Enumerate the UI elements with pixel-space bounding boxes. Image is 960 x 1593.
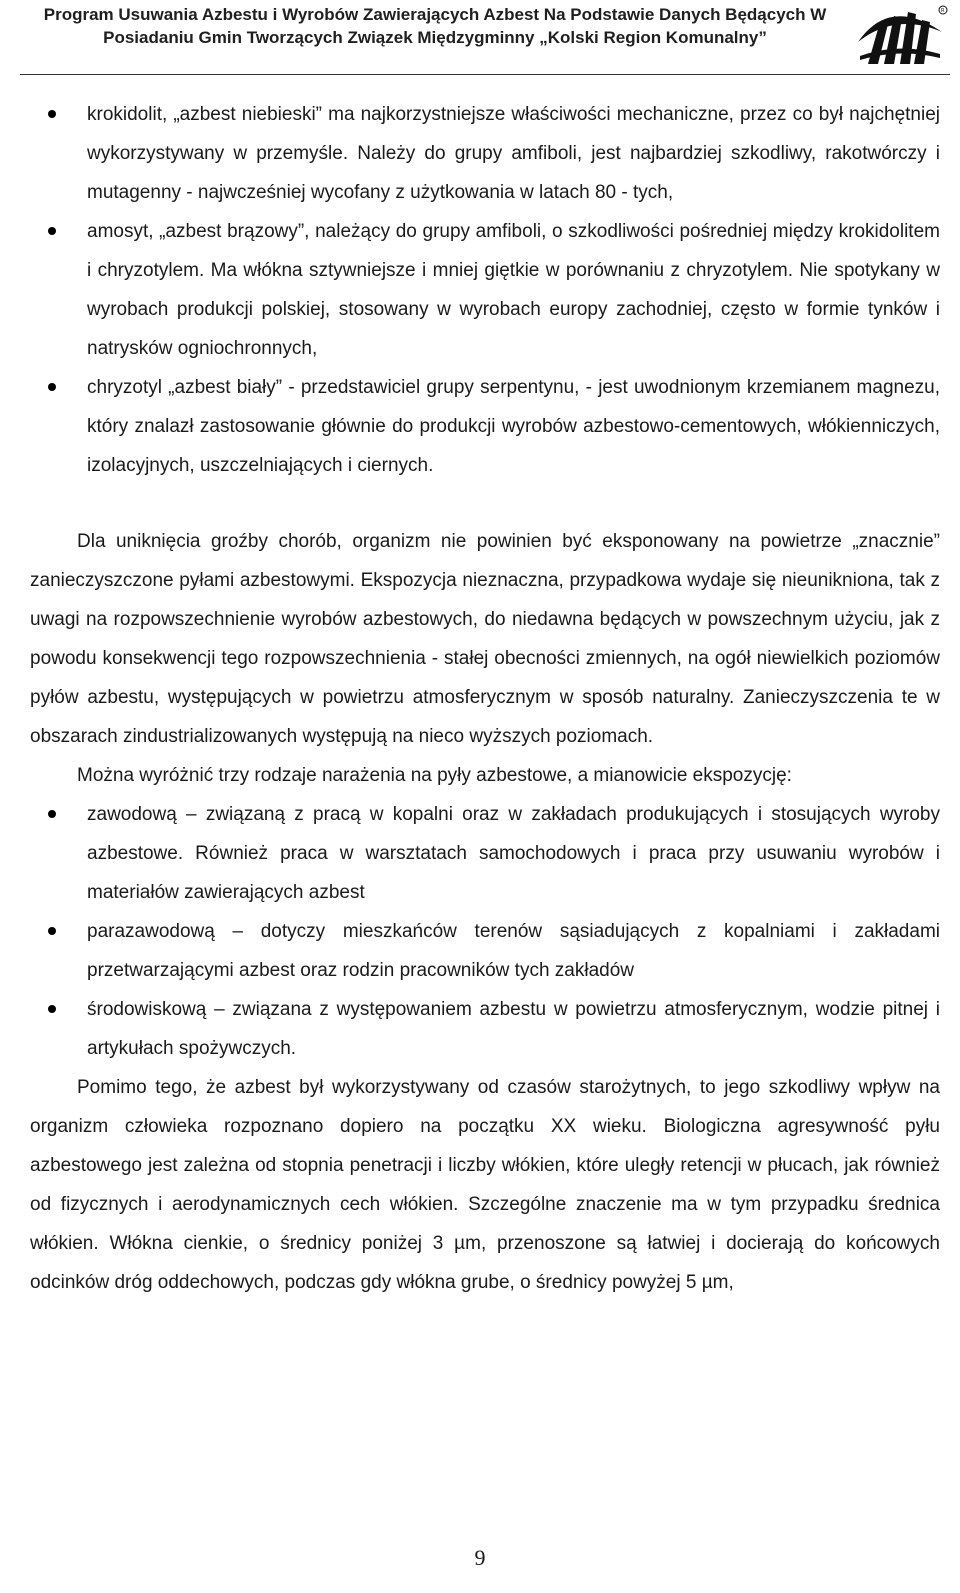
page-number: 9: [474, 1545, 486, 1570]
list-item: zawodową – związaną z pracą w kopalni oraz w zakładach produkujących i stosujących wyroby azbestowe. Również praca w warsztatach samochodowych i praca przy usuwaniu wyrobów i materiałów zawierających azbest: [30, 795, 940, 912]
document-body: [30, 95, 940, 1302]
list-item: amosyt, „azbest brązowy”, należący do grupy amfiboli, o szkodliwości pośredniej między krokidolitem i chryzotylem. Ma włókna sztywniejsze i mniej giętkie w porównaniu z chryzotylem. Nie spotykany w wyrobach produkcji polskiej, stosowany w wyrobach europy zachodniej, często w formie tynków i natrysków ogniochronnych,: [30, 212, 940, 368]
paragraph-spacer: [30, 485, 940, 522]
asbestos-types-list: [30, 95, 940, 485]
header-divider: [20, 74, 950, 75]
list-item: krokidolit, „azbest niebieski” ma najkorzystniejsze właściwości mechaniczne, przez co był najchętniej wykorzystywany w przemyśle. Należy do grupy amfiboli, jest najbardziej szkodliwy, rakotwórczy i mutagenny - najwcześniej wycofany z użytkowania w latach 80 - tych,: [30, 95, 940, 212]
bullet-icon: [48, 927, 56, 935]
organization-logo: [850, 2, 950, 72]
page-header: [0, 0, 960, 76]
list-item: parazawodową – dotyczy mieszkańców terenów sąsiadujących z kopalniami i zakładami przetwarzającymi azbest oraz rodzin pracowników tych zakładów: [30, 912, 940, 990]
exposure-types-list: [30, 795, 940, 1068]
paragraph: Dla uniknięcia groźby chorób, organizm nie powinien być eksponowany na powietrze „znacznie” zanieczyszczone pyłami azbestowymi. Ekspozycja nieznaczna, przypadkowa wydaje się nieunikniona, tak z uwagi na rozpowszechnienie wyrobów azbestowych, do niedawna będących w powszechnym użyciu, jak z powodu konsekwencji tego rozpowszechnienia - stałej obecności zmiennych, na ogół niewielkich poziomów pyłów azbestu, występujących w powietrzu atmosferycznym w sposób naturalny. Zanieczyszczenia te w obszarach zindustrializowanych występują na nieco wyższych poziomach.: [30, 531, 940, 747]
bullet-icon: [48, 810, 56, 818]
list-item: środowiskową – związana z występowaniem azbestu w powietrzu atmosferycznym, wodzie pitnej i artykułach spożywczych.: [30, 990, 940, 1068]
paragraph: Można wyróżnić trzy rodzaje narażenia na pyły azbestowe, a mianowicie ekspozycję:: [77, 765, 792, 786]
header-title: Program Usuwania Azbestu i Wyrobów Zawierających Azbest Na Podstawie Danych Będących W Posiadaniu Gmin Tworzących Związek Międzygminny „Kolski Region Komunalny”: [43, 5, 827, 47]
bullet-icon: [48, 1005, 56, 1013]
bullet-icon: [48, 110, 56, 118]
svg-text:R: R: [941, 8, 945, 14]
bullet-icon: [48, 383, 56, 391]
paragraph: Pomimo tego, że azbest był wykorzystywany od czasów starożytnych, to jego szkodliwy wpływ na organizm człowieka rozpoznano dopiero na początku XX wieku. Biologiczna agresywność pyłu azbestowego jest zależna od stopnia penetracji i liczby włókien, które uległy retencji w płucach, jak również od fizycznych i aerodynamicznych cech włókien. Szczególne znaczenie ma w tym przypadku średnica włókien. Włókna cienkie, o średnicy poniżej 3 µm, przenoszone są łatwiej i docierają do końcowych odcinków dróg oddechowych, podczas gdy włókna grube, o średnicy powyżej 5 µm,: [30, 1077, 940, 1293]
bullet-icon: [48, 227, 56, 235]
list-item: chryzotyl „azbest biały” - przedstawiciel grupy serpentynu, - jest uwodnionym krzemianem magnezu, który znalazł zastosowanie głównie do produkcji wyrobów azbestowo-cementowych, włókienniczych, izolacyjnych, uszczelniających i ciernych.: [30, 368, 940, 485]
